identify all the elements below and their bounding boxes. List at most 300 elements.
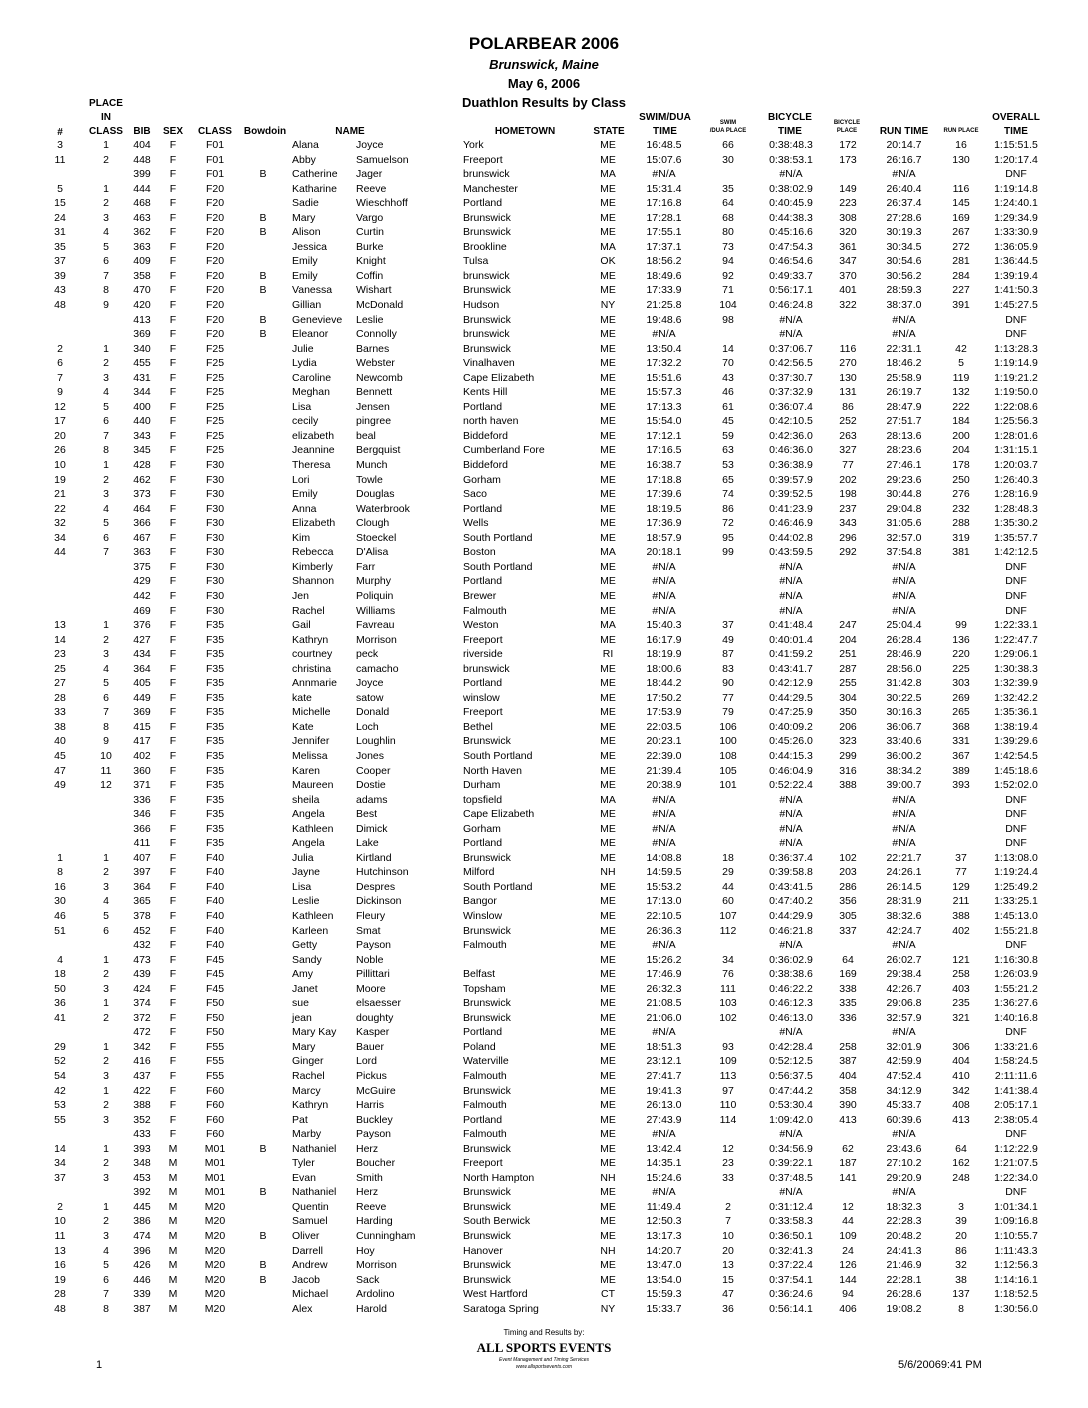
cell-first-name: Sandy [292, 953, 322, 966]
cell-class: F25 [205, 400, 225, 413]
cell-sex: F [169, 706, 177, 719]
cell-state: ME [600, 1011, 616, 1024]
cell-run-time: 29:06.8 [886, 997, 922, 1010]
cell-run-place: 272 [952, 240, 970, 253]
table-row [0, 327, 1088, 342]
cell-overall-time: 1:33:25.1 [994, 895, 1038, 908]
cell-bib: 416 [133, 1055, 151, 1068]
cell-bib: 366 [133, 517, 151, 530]
cell-first-name: Lisa [292, 400, 312, 413]
cell-first-name: Mary [292, 1040, 316, 1053]
cell-sex: M [168, 1200, 178, 1213]
cell-swim-place: 53 [722, 459, 734, 472]
cell-sex: F [169, 211, 177, 224]
cell-run-place: 393 [952, 779, 970, 792]
cell-bike-place: 94 [842, 1288, 854, 1301]
header-overall-place: # [57, 127, 63, 138]
cell-swim-place: 68 [722, 211, 734, 224]
cell-swim-place: 114 [719, 1113, 737, 1126]
cell-first-name: courtney [292, 648, 333, 661]
cell-class-place: 3 [103, 1230, 109, 1243]
cell-overall-place: 31 [54, 226, 66, 239]
cell-run-time: 30:16.3 [886, 706, 922, 719]
cell-first-name: Emily [292, 488, 318, 501]
cell-bib: 375 [133, 560, 151, 573]
cell-last-name: Newcomb [356, 371, 403, 384]
cell-hometown: Biddeford [463, 429, 508, 442]
cell-run-time: 27:28.6 [886, 211, 922, 224]
cell-state: ME [600, 1055, 616, 1068]
table-row [0, 865, 1088, 880]
cell-run-time: 28:47.9 [886, 400, 922, 413]
header-name: NAME [335, 126, 365, 137]
cell-state: ME [600, 386, 616, 399]
cell-sex: F [169, 517, 177, 530]
cell-sex: F [169, 691, 177, 704]
cell-bike-time: #N/A [779, 837, 803, 850]
cell-overall-place: 34 [54, 531, 66, 544]
cell-hometown: Portland [463, 197, 503, 210]
cell-class-place: 11 [100, 764, 112, 777]
cell-class-place: 1 [103, 997, 109, 1010]
cell-swim-place: 34 [722, 953, 734, 966]
cell-state: ME [600, 400, 616, 413]
header-swim-place-1: SWIM [719, 120, 737, 126]
cell-overall-time: 1:30:56.0 [994, 1302, 1038, 1315]
cell-state: ME [600, 880, 616, 893]
cell-sex: M [168, 1157, 178, 1170]
cell-bike-place: 323 [839, 735, 857, 748]
cell-overall-time: 1:40:16.8 [994, 1011, 1038, 1024]
cell-class-place: 2 [103, 1215, 109, 1228]
cell-run-time: 29:20.9 [886, 1171, 922, 1184]
cell-overall-place: 46 [54, 909, 66, 922]
cell-run-time: 32:01.9 [886, 1040, 922, 1053]
cell-hometown: Manchester [463, 182, 518, 195]
cell-class-place: 3 [103, 211, 109, 224]
cell-swim-place: 110 [719, 1099, 737, 1112]
table-row [0, 531, 1088, 546]
cell-sex: F [169, 313, 177, 326]
cell-bowdoin: B [259, 1142, 267, 1155]
cell-bike-time: 0:33:58.3 [769, 1215, 813, 1228]
cell-sex: F [169, 851, 177, 864]
table-row [0, 1142, 1088, 1157]
cell-bike-place: 387 [839, 1055, 857, 1068]
cell-sex: F [169, 168, 177, 181]
cell-class-place: 6 [103, 691, 109, 704]
cell-run-time: 22:31.1 [886, 342, 922, 355]
cell-last-name: Dostie [356, 779, 386, 792]
cell-overall-place: 14 [54, 1142, 66, 1155]
cell-bike-place: 131 [839, 386, 857, 399]
cell-bike-time: 0:36:07.4 [769, 400, 813, 413]
cell-swim-time: 15:40.3 [646, 619, 682, 632]
cell-class-place: 3 [103, 982, 109, 995]
table-row [0, 1185, 1088, 1200]
cell-class: F20 [205, 313, 225, 326]
cell-swim-time: #N/A [652, 837, 676, 850]
cell-class-place: 1 [103, 1200, 109, 1213]
cell-overall-place: 40 [54, 735, 66, 748]
cell-bike-place: 320 [839, 226, 857, 239]
cell-first-name: Abby [292, 153, 316, 166]
cell-first-name: Alex [292, 1302, 313, 1315]
cell-class-place: 2 [103, 1099, 109, 1112]
cell-sex: F [169, 1011, 177, 1024]
cell-run-place: 169 [952, 211, 970, 224]
cell-class: F35 [205, 779, 225, 792]
cell-swim-time: 20:18.1 [646, 546, 682, 559]
cell-overall-time: 1:45:13.0 [994, 909, 1038, 922]
cell-bike-time: 0:41:48.4 [769, 619, 813, 632]
cell-first-name: Katharine [292, 182, 337, 195]
cell-run-time: 26:16.7 [886, 153, 922, 166]
cell-bike-time: 0:44:02.8 [769, 531, 813, 544]
cell-swim-place: 20 [722, 1244, 734, 1257]
cell-bib: 369 [133, 328, 151, 341]
cell-last-name: Hoy [356, 1244, 375, 1257]
table-row [0, 691, 1088, 706]
table-row [0, 400, 1088, 415]
cell-run-time: #N/A [892, 837, 916, 850]
cell-overall-place: 39 [54, 269, 66, 282]
cell-run-time: #N/A [892, 328, 916, 341]
cell-overall-time: 1:30:38.3 [994, 662, 1038, 675]
cell-bike-time: 0:36:02.9 [769, 953, 813, 966]
cell-class: F55 [205, 1070, 225, 1082]
cell-hometown: Poland [463, 1040, 496, 1053]
cell-hometown: Gorham [463, 822, 501, 835]
cell-overall-time: 1:39:29.6 [994, 735, 1038, 748]
table-row [0, 1040, 1088, 1055]
cell-run-time: 38:32.6 [886, 909, 922, 922]
cell-bike-time: 0:42:28.4 [769, 1040, 813, 1053]
cell-bike-time: 0:43:41.5 [769, 880, 813, 893]
cell-bike-place: 296 [839, 531, 857, 544]
cell-class-place: 6 [103, 924, 109, 937]
cell-class-place: 8 [103, 1302, 109, 1315]
cell-bib: 396 [133, 1244, 151, 1257]
cell-bike-place: 126 [839, 1259, 857, 1272]
cell-bike-time: 0:36:24.6 [769, 1288, 813, 1301]
cell-hometown: West Hartford [463, 1288, 528, 1301]
cell-swim-time: 15:59.3 [646, 1288, 682, 1301]
cell-swim-time: 17:50.2 [646, 691, 682, 704]
table-row [0, 996, 1088, 1011]
cell-hometown: Brunswick [463, 1142, 511, 1155]
cell-sex: M [168, 1142, 178, 1155]
cell-last-name: Buckley [356, 1113, 393, 1126]
cell-last-name: Knight [356, 255, 386, 268]
cell-bowdoin: B [259, 1273, 267, 1286]
cell-run-time: 42:59.9 [886, 1055, 922, 1068]
cell-hometown: Brunswick [463, 1186, 511, 1199]
table-row [0, 1156, 1088, 1171]
cell-run-time: 26:37.4 [886, 197, 922, 210]
cell-state: ME [600, 808, 616, 821]
cell-run-time: #N/A [892, 1186, 916, 1199]
cell-swim-place: 101 [719, 779, 737, 792]
cell-bib: 405 [133, 677, 151, 690]
cell-swim-time: 13:50.4 [646, 342, 682, 355]
cell-class: F30 [205, 488, 225, 501]
cell-state: MA [600, 168, 616, 181]
cell-hometown: Brunswick [463, 1230, 511, 1243]
cell-swim-place: 71 [722, 284, 734, 297]
cell-run-time: 24:26.1 [886, 866, 922, 879]
cell-run-place: 269 [952, 691, 970, 704]
cell-first-name: Caroline [292, 371, 332, 384]
cell-bib: 420 [133, 299, 151, 312]
table-row [0, 967, 1088, 982]
cell-class: F40 [205, 924, 225, 937]
cell-class-place: 1 [103, 953, 109, 966]
table-row [0, 458, 1088, 473]
cell-run-time: #N/A [892, 808, 916, 821]
cell-bike-time: #N/A [779, 313, 803, 326]
cell-hometown: Portland [463, 677, 503, 690]
cell-swim-place: 14 [722, 342, 734, 355]
cell-sex: F [169, 182, 177, 195]
header-swim-place-2: /DUA PLACE [709, 128, 747, 134]
table-row [0, 836, 1088, 851]
cell-first-name: Getty [292, 939, 318, 952]
cell-state: ME [600, 924, 616, 937]
cell-last-name: Smat [356, 924, 381, 937]
cell-bike-place: 204 [839, 633, 857, 646]
cell-hometown: Brunswick [463, 313, 511, 326]
cell-hometown: Saco [463, 488, 487, 501]
cell-swim-place: 80 [722, 226, 734, 239]
table-row [0, 778, 1088, 793]
table-row [0, 1098, 1088, 1113]
cell-swim-place: 13 [722, 1259, 734, 1272]
cell-overall-place: 3 [57, 139, 63, 151]
cell-state: ME [600, 720, 616, 733]
cell-class: F20 [205, 269, 225, 282]
cell-swim-place: 15 [722, 1273, 734, 1286]
cell-class: F45 [205, 968, 225, 981]
cell-sex: F [169, 1128, 177, 1141]
cell-sex: F [169, 444, 177, 457]
cell-class: F40 [205, 939, 225, 952]
cell-swim-place: 43 [722, 371, 734, 384]
cell-swim-place: 46 [722, 386, 734, 399]
cell-class: F30 [205, 459, 225, 472]
cell-run-time: 28:23.6 [886, 444, 922, 457]
cell-run-time: 33:40.6 [886, 735, 922, 748]
cell-swim-time: 15:57.3 [646, 386, 682, 399]
cell-bike-place: 322 [839, 299, 857, 312]
cell-run-place: 184 [952, 415, 970, 428]
cell-run-time: 30:44.8 [886, 488, 922, 501]
event-location: Brunswick, Maine [489, 57, 599, 72]
cell-overall-time: 1:28:16.9 [994, 488, 1038, 501]
cell-run-place: 403 [952, 982, 970, 995]
cell-swim-place: 87 [722, 648, 734, 661]
cell-state: ME [600, 1186, 616, 1199]
cell-first-name: Kim [292, 531, 311, 544]
cell-bike-time: 0:32:41.3 [769, 1244, 813, 1257]
cell-sex: F [169, 429, 177, 442]
cell-state: ME [600, 633, 616, 646]
cell-state: ME [600, 822, 616, 835]
cell-last-name: camacho [356, 662, 399, 675]
cell-first-name: Kimberly [292, 560, 333, 573]
cell-swim-time: #N/A [652, 1026, 676, 1039]
cell-last-name: Payson [356, 1128, 392, 1141]
cell-bike-time: 0:38:38.6 [769, 968, 813, 981]
cell-overall-time: 1:36:44.5 [994, 255, 1038, 268]
cell-bike-place: 413 [839, 1113, 857, 1126]
cell-state: ME [600, 226, 616, 239]
cell-swim-place: 92 [722, 269, 734, 282]
cell-hometown: Bangor [463, 895, 497, 908]
cell-class: M01 [204, 1171, 226, 1184]
cell-overall-time: 1:35:57.7 [994, 531, 1038, 544]
cell-first-name: Annmarie [292, 677, 337, 690]
cell-hometown: South Portland [463, 749, 533, 762]
cell-bowdoin: B [259, 1230, 267, 1243]
cell-sex: F [169, 677, 177, 690]
cell-bib: 417 [133, 735, 151, 748]
cell-run-place: 132 [952, 386, 970, 399]
cell-class-place: 8 [103, 444, 109, 457]
cell-overall-time: 1:42:12.5 [994, 546, 1038, 559]
cell-bike-time: 0:34:56.9 [769, 1142, 813, 1155]
cell-class: F35 [205, 691, 225, 704]
cell-overall-time: 2:05:17.1 [994, 1099, 1038, 1112]
cell-run-time: 28:56.0 [886, 662, 922, 675]
cell-hometown: Brunswick [463, 211, 511, 224]
cell-run-time: #N/A [892, 793, 916, 806]
cell-run-place: 276 [952, 488, 970, 501]
cell-bib: 363 [133, 240, 151, 253]
cell-swim-place: 63 [722, 444, 734, 457]
cell-overall-time: DNF [1005, 793, 1027, 806]
cell-first-name: Jacob [292, 1273, 321, 1286]
cell-first-name: Quentin [292, 1200, 329, 1213]
cell-hometown: South Berwick [463, 1215, 531, 1228]
cell-bike-place: 406 [839, 1302, 857, 1315]
cell-first-name: Melissa [292, 749, 328, 762]
cell-run-place: 248 [952, 1171, 970, 1184]
cell-bib: 373 [133, 488, 151, 501]
header-bike-2: TIME [778, 126, 802, 137]
cell-class-place: 2 [103, 197, 109, 210]
cell-overall-place: 50 [54, 982, 66, 995]
cell-class-place: 7 [103, 706, 109, 719]
cell-class: F35 [205, 735, 225, 748]
cell-class-place: 1 [103, 459, 109, 472]
cell-first-name: Eleanor [292, 328, 329, 341]
cell-swim-time: #N/A [652, 1128, 676, 1141]
table-row [0, 764, 1088, 779]
cell-sex: F [169, 1113, 177, 1126]
cell-bike-place: 258 [839, 1040, 857, 1053]
cell-overall-time: 1:19:21.2 [994, 371, 1038, 384]
cell-first-name: Lisa [292, 880, 312, 893]
cell-class-place: 7 [103, 429, 109, 442]
table-row [0, 182, 1088, 197]
cell-state: ME [600, 371, 616, 384]
cell-run-place: 235 [952, 997, 970, 1010]
cell-overall-place: 35 [54, 240, 66, 253]
cell-first-name: kate [292, 691, 312, 704]
cell-run-place: 250 [952, 473, 970, 486]
cell-overall-time: 2:11:11.6 [994, 1070, 1038, 1082]
cell-bowdoin: B [259, 284, 267, 297]
cell-class: F50 [205, 997, 225, 1010]
cell-hometown: Brunswick [463, 851, 511, 864]
cell-hometown: Brunswick [463, 226, 511, 239]
cell-overall-place: 24 [54, 211, 66, 224]
table-row [0, 1084, 1088, 1099]
cell-first-name: Nathaniel [292, 1186, 337, 1199]
cell-first-name: Karleen [292, 924, 329, 937]
cell-overall-place: 15 [54, 197, 66, 210]
cell-overall-time: 2:38:05.4 [994, 1113, 1038, 1126]
cell-class-place: 2 [103, 633, 109, 646]
cell-overall-time: 1:55:21.2 [994, 982, 1038, 995]
cell-last-name: Sack [356, 1273, 380, 1286]
cell-last-name: Barnes [356, 342, 390, 355]
table-row [0, 1054, 1088, 1069]
cell-overall-time: 1:22:34.0 [994, 1171, 1038, 1184]
cell-last-name: Noble [356, 953, 384, 966]
cell-sex: F [169, 1040, 177, 1053]
cell-class-place: 2 [103, 1011, 109, 1024]
timing-company-url: www.allsportsevents.com [515, 1364, 573, 1370]
cell-swim-place: 66 [722, 139, 734, 151]
cell-overall-place: 48 [54, 1302, 66, 1315]
cell-swim-time: 27:41.7 [646, 1070, 682, 1082]
cell-bike-place: 251 [839, 648, 857, 661]
cell-overall-time: 1:21:07.5 [994, 1157, 1038, 1170]
cell-run-place: 136 [952, 633, 970, 646]
cell-bike-time: 0:45:26.0 [769, 735, 813, 748]
cell-overall-place: 14 [54, 633, 66, 646]
cell-first-name: Kathryn [292, 1099, 329, 1112]
cell-run-place: 5 [958, 357, 964, 370]
cell-swim-place: 64 [722, 197, 734, 210]
cell-swim-time: #N/A [652, 575, 676, 588]
cell-state: ME [600, 982, 616, 995]
cell-overall-time: DNF [1005, 589, 1027, 602]
cell-class-place: 1 [103, 182, 109, 195]
cell-run-place: 265 [952, 706, 970, 719]
cell-state: ME [600, 1215, 616, 1228]
cell-run-place: 408 [952, 1099, 970, 1112]
cell-first-name: Rachel [292, 1070, 325, 1082]
cell-bike-time: 0:45:16.6 [769, 226, 813, 239]
table-row [0, 1025, 1088, 1040]
cell-state: ME [600, 764, 616, 777]
cell-run-time: 29:23.6 [886, 473, 922, 486]
cell-class: M01 [204, 1157, 226, 1170]
cell-hometown: Falmouth [463, 1128, 507, 1141]
cell-sex: F [169, 953, 177, 966]
cell-last-name: Wishart [356, 284, 392, 297]
cell-bike-place: 347 [839, 255, 857, 268]
cell-run-place: 178 [952, 459, 970, 472]
cell-class: F20 [205, 328, 225, 341]
cell-class: F25 [205, 371, 225, 384]
table-row [0, 720, 1088, 735]
cell-first-name: Samuel [292, 1215, 328, 1228]
cell-class: F60 [205, 1128, 225, 1141]
